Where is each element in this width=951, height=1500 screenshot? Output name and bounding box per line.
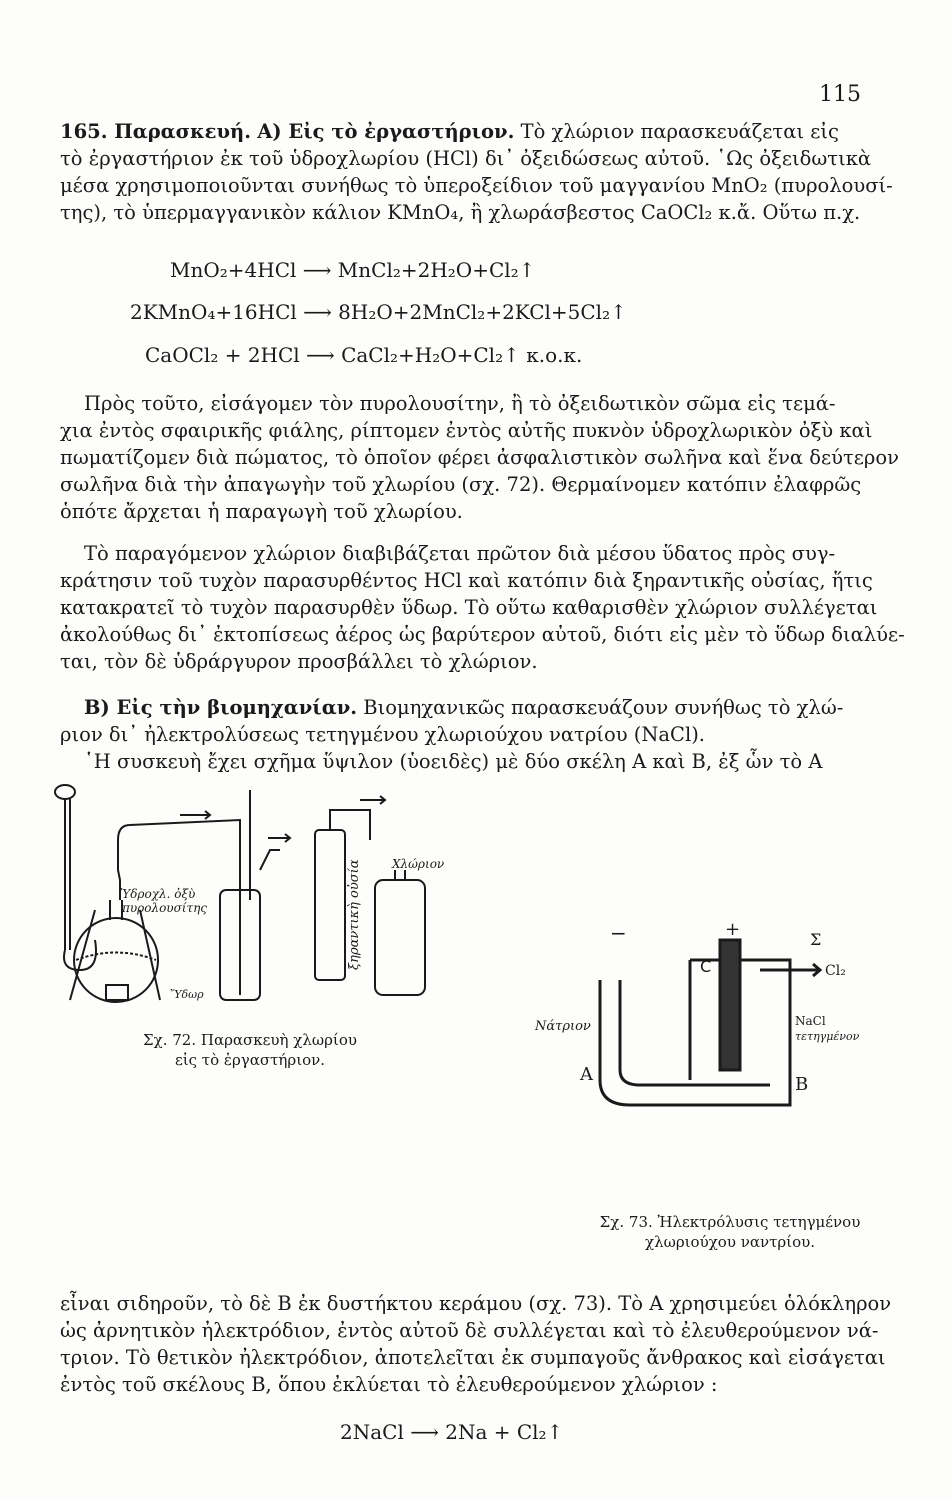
text-line: μέσα χρησιμοποιοῦνται συνήθως τὸ ὑπεροξείδιον τοῦ μαγγανίου MnO₂ (πυρολουσί-: [60, 174, 893, 197]
text-line: της), τὸ ὑπερμαγγανικὸν κάλιον KMnO₄, ἢ χλωράσβεστος CaOCl₂ κ.ἄ. Οὕτω π.χ.: [60, 201, 861, 224]
text-line: ὁπότε ἄρχεται ἡ παραγωγὴ τοῦ χλωρίου.: [60, 500, 463, 523]
part-b-heading: Β) Εἰς τὴν βιομηχανίαν.: [84, 696, 358, 719]
label-sodium: Νάτριον: [535, 1019, 591, 1034]
paragraph-procedure: [60, 390, 899, 525]
text-line: Τὸ χλώριον παρασκευάζεται εἰς: [520, 120, 839, 143]
text-line: ῾Η συσκευὴ ἔχει σχῆμα ὕψιλον (ὑοειδὲς) μὲ δύο σκέλη Α καὶ Β, ἐξ ὧν τὸ Α: [84, 750, 823, 773]
plus-sign: +: [725, 919, 741, 940]
label-water: Ὕδωρ: [170, 988, 204, 1001]
label-hcl: Ὑδροχλ. ὀξὺ: [120, 887, 196, 901]
equation-3: CaOCl₂ + 2HCl ⟶ CaCl₂+H₂O+Cl₂↑ κ.ο.κ.: [145, 343, 583, 367]
figure-72-apparatus: [40, 770, 470, 1005]
final-equation: 2NaCl ⟶ 2Na + Cl₂↑: [340, 1420, 564, 1444]
collection-bottle: [375, 880, 425, 995]
intro-paragraph: [60, 118, 893, 226]
burner: [106, 985, 128, 1000]
u-tube: [600, 980, 790, 1105]
equation-2: 2KMnO₄+16HCl ⟶ 8H₂O+2MnCl₂+2KCl+5Cl₂↑: [130, 300, 627, 324]
text-line: ἀκολούθως δι᾽ ἐκτοπίσεως ἀέρος ὡς βαρύτερον αὐτοῦ, διότι εἰς μὲν τὸ ὕδωρ διαλύε-: [60, 623, 905, 646]
label-a: Α: [580, 1064, 593, 1085]
label-pyrolusite: πυρολουσίτης: [122, 901, 208, 915]
label-molten: τετηγμένον: [795, 1030, 860, 1043]
part-a-heading: Α) Εἰς τὸ ἐργαστήριον.: [257, 120, 515, 143]
label-drying-substance: ξηραντικὴ οὐσία: [347, 859, 362, 970]
text-line: ται, τὸν δὲ ὑδράργυρον προσβάλλει τὸ χλώριον.: [60, 650, 538, 673]
text-line: σωλῆνα διὰ τὴν ἀπαγωγὴν τοῦ χλωρίου (σχ. 72). Θερμαίνομεν κατόπιν ἐλαφρῶς: [60, 473, 862, 496]
label-b: Β: [795, 1074, 809, 1095]
label-c: C: [700, 957, 712, 976]
text-line: ριον δι᾽ ἠλεκτρολύσεως τετηγμένου χλωριούχου νατρίου (NaCl).: [60, 723, 706, 746]
carbon-electrode: [720, 940, 740, 1070]
drying-column: [315, 830, 345, 980]
text-line: Βιομηχανικῶς παρασκευάζουν συνήθως τὸ χλώ-: [363, 696, 844, 719]
text-line: τριον. Τὸ θετικὸν ἠλεκτρόδιον, ἀποτελεῖται ἐκ συμπαγοῦς ἄνθρακος καὶ εἰσάγεται: [60, 1346, 886, 1369]
text-line: πωματίζομεν διὰ πώματος, τὸ ὁποῖον φέρει ἀσφαλιστικὸν σωλῆνα καὶ ἕνα δεύτερον: [60, 446, 899, 469]
text-line: κατακρατεῖ τὸ τυχὸν παρασυρθὲν ὕδωρ. Τὸ οὕτω καθαρισθὲν χλώριον συλλέγεται: [60, 596, 878, 619]
funnel-bulb: [55, 785, 75, 799]
text-line: ὡς ἀρνητικὸν ἠλεκτρόδιον, ἐντὸς αὐτοῦ δὲ συλλέγεται καὶ τὸ ἐλευθερούμενον νά-: [60, 1319, 879, 1342]
text-line: κράτησιν τοῦ τυχὸν παρασυρθέντος HCl καὶ κατόπιν διὰ ξηραντικῆς οὐσίας, ἥτις: [60, 569, 873, 592]
minus-sign: −: [610, 921, 627, 945]
figure-72-caption: Σχ. 72. Παρασκευὴ χλωρίου εἰς τὸ ἐργαστήριον.: [143, 1031, 357, 1069]
paragraph-industry: [60, 694, 860, 775]
page-number: 115: [819, 82, 861, 107]
figure-73-electrolysis: [520, 880, 870, 1110]
label-sigma: Σ: [810, 930, 822, 949]
text-line: εἶναι σιδηροῦν, τὸ δὲ Β ἐκ δυστήκτου κεράμου (σχ. 73). Τὸ Α χρησιμεύει ὁλόκληρον: [60, 1292, 892, 1315]
label-nacl: NaCl: [795, 1014, 826, 1028]
section-heading: 165. Παρασκευή.: [60, 120, 252, 143]
equation-1: MnO₂+4HCl ⟶ MnCl₂+2H₂O+Cl₂↑: [170, 258, 536, 282]
text-line: Πρὸς τοῦτο, εἰσάγομεν τὸν πυρολουσίτην, ἢ τὸ ὀξειδωτικὸν σῶμα εἰς τεμά-: [84, 392, 836, 415]
text-line: χια ἐντὸς σφαιρικῆς φιάλης, ρίπτομεν ἐντὸς αὐτῆς πυκνὸν ὑδροχλωρικὸν ὀξὺ καὶ: [60, 419, 873, 442]
paragraph-purification: [60, 540, 905, 675]
text-line: ἐντὸς τοῦ σκέλους Β, ὅπου ἐκλύεται τὸ ἐλευθερούμενον χλώριον :: [60, 1373, 718, 1396]
text-line: Τὸ παραγόμενον χλώριον διαβιβάζεται πρῶτον διὰ μέσου ὕδατος πρὸς συγ-: [84, 542, 836, 565]
label-cl2: Cl₂: [825, 963, 846, 979]
text-line: τὸ ἐργαστήριον ἐκ τοῦ ὑδροχλωρίου (HCl) δι᾽ ὀξειδώσεως αὐτοῦ. ῾Ως ὀξειδωτικὰ: [60, 147, 872, 170]
figure-73-caption: Σχ. 73. Ἠλεκτρόλυσις τετηγμένου χλωριούχου ναντρίου.: [599, 1213, 861, 1251]
label-chlorine: Χλώριον: [392, 857, 445, 871]
paragraph-electrodes: [60, 1290, 892, 1398]
